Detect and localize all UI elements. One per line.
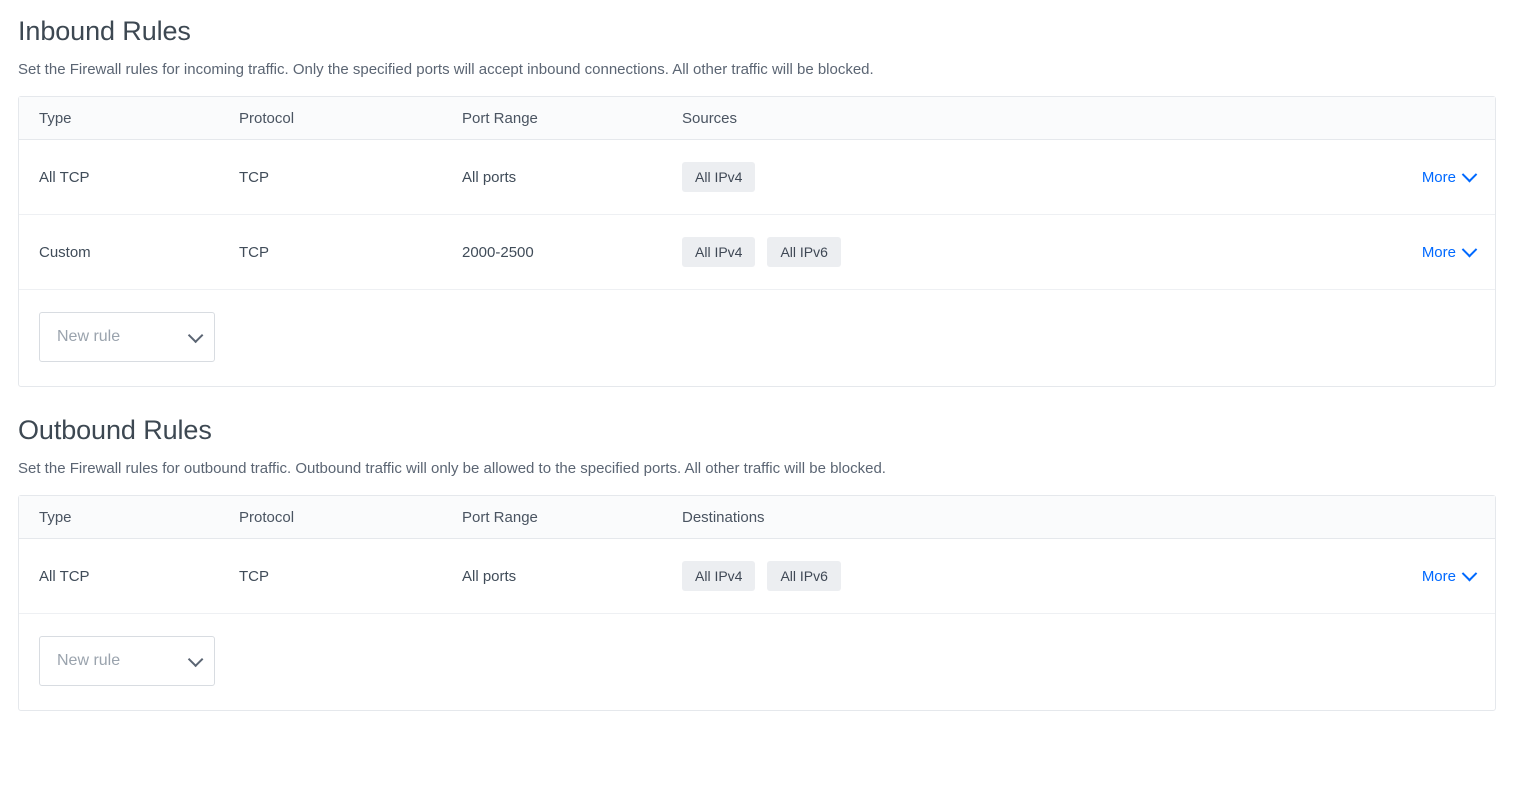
source-tag: All IPv4 bbox=[682, 237, 755, 267]
rule-actions bbox=[1365, 568, 1475, 585]
rule-type: All TCP bbox=[39, 567, 90, 585]
rule-port-range: 2000-2500 bbox=[462, 243, 534, 261]
rule-sources bbox=[682, 237, 1365, 267]
rule-port-range: All ports bbox=[462, 168, 517, 186]
chevron-down-icon bbox=[188, 651, 204, 667]
inbound-title: Inbound Rules bbox=[18, 16, 191, 46]
new-rule-select[interactable] bbox=[39, 312, 215, 362]
column-header-type: Type bbox=[39, 109, 72, 127]
more-label: More bbox=[1421, 243, 1456, 261]
rule-type: All TCP bbox=[39, 168, 90, 186]
inbound-description: Set the Firewall rules for incoming traffic. Only the specified ports will accept inbound connections. All other traffic will be blocked. bbox=[18, 61, 874, 78]
column-header-port-range: Port Range bbox=[462, 508, 538, 526]
inbound-rules-table bbox=[18, 96, 1496, 387]
inbound-rules-section bbox=[18, 10, 1498, 387]
table-row bbox=[19, 140, 1495, 215]
rule-actions bbox=[1365, 244, 1475, 261]
outbound-title: Outbound Rules bbox=[18, 415, 212, 445]
more-label: More bbox=[1421, 567, 1456, 585]
column-header-protocol: Protocol bbox=[239, 109, 295, 127]
chevron-down-icon bbox=[1462, 565, 1478, 581]
rule-port-range: All ports bbox=[462, 567, 517, 585]
section-spacer bbox=[18, 387, 1498, 409]
new-rule-label: New rule bbox=[57, 652, 121, 669]
column-header-protocol: Protocol bbox=[239, 508, 295, 526]
chevron-down-icon bbox=[188, 327, 204, 343]
outbound-new-rule-row bbox=[19, 614, 1495, 710]
rule-destinations bbox=[682, 561, 1365, 591]
rule-type: Custom bbox=[39, 243, 91, 261]
inbound-table-header bbox=[19, 97, 1495, 140]
outbound-rules-table bbox=[18, 495, 1496, 711]
column-header-sources: Sources bbox=[682, 109, 738, 127]
source-tag: All IPv6 bbox=[767, 237, 840, 267]
table-row bbox=[19, 539, 1495, 614]
column-header-port-range: Port Range bbox=[462, 109, 538, 127]
new-rule-select[interactable] bbox=[39, 636, 215, 686]
rule-actions bbox=[1365, 169, 1475, 186]
outbound-description: Set the Firewall rules for outbound traffic. Outbound traffic will only be allowed to the specified ports. All other traffic will be blocked. bbox=[18, 460, 886, 477]
outbound-rules-section bbox=[18, 409, 1498, 711]
source-tag: All IPv4 bbox=[682, 162, 755, 192]
rule-protocol: TCP bbox=[239, 567, 269, 585]
more-label: More bbox=[1421, 168, 1456, 186]
rule-protocol: TCP bbox=[239, 243, 269, 261]
more-button[interactable] bbox=[1422, 244, 1475, 261]
chevron-down-icon bbox=[1462, 166, 1478, 182]
outbound-table-header bbox=[19, 496, 1495, 539]
destination-tag: All IPv6 bbox=[767, 561, 840, 591]
new-rule-label: New rule bbox=[57, 328, 121, 345]
column-header-type: Type bbox=[39, 508, 72, 526]
inbound-new-rule-row bbox=[19, 290, 1495, 386]
more-button[interactable] bbox=[1422, 568, 1475, 585]
destination-tag: All IPv4 bbox=[682, 561, 755, 591]
chevron-down-icon bbox=[1462, 241, 1478, 257]
table-row bbox=[19, 215, 1495, 290]
column-header-destinations: Destinations bbox=[682, 508, 765, 526]
rule-sources bbox=[682, 162, 1365, 192]
more-button[interactable] bbox=[1422, 169, 1475, 186]
rule-protocol: TCP bbox=[239, 168, 269, 186]
